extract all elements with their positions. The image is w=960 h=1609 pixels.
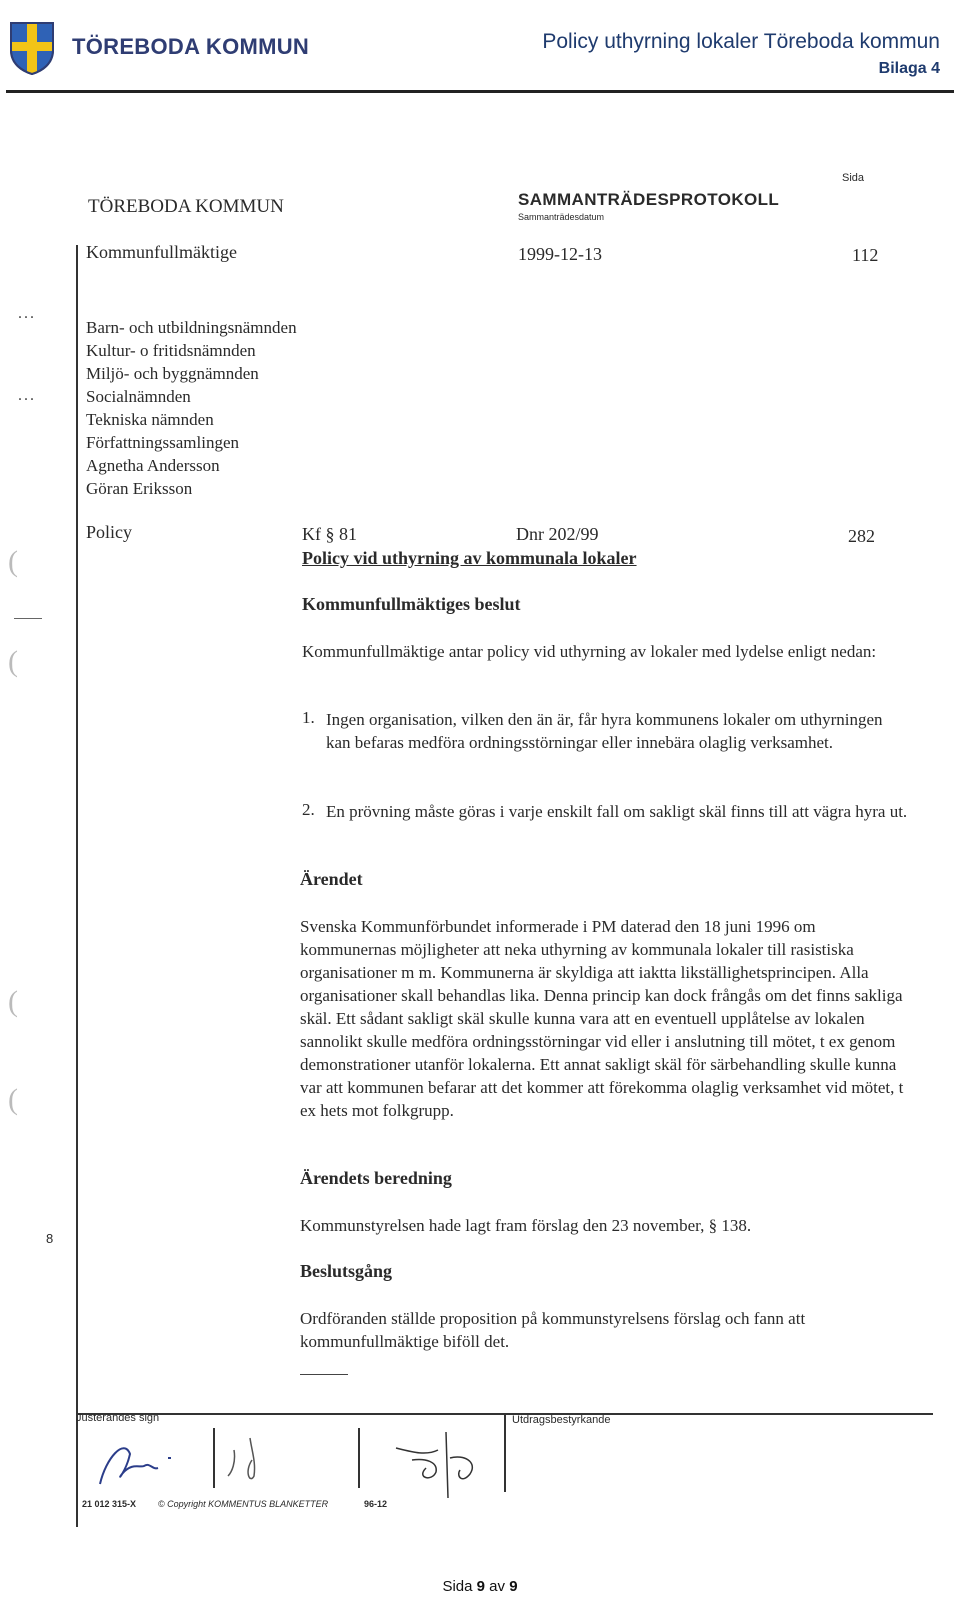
- coat-of-arms-logo: [8, 20, 56, 76]
- distribution-item: Miljö- och byggnämnden: [86, 364, 259, 383]
- distribution-item: Tekniska nämnden: [86, 410, 214, 429]
- distribution-item: Agnetha Andersson: [86, 456, 220, 475]
- protocol-page-number: 112: [852, 245, 879, 265]
- page-number-current: 9: [476, 1578, 485, 1595]
- meeting-date: 1999-12-13: [518, 244, 602, 264]
- distribution-list: [86, 316, 297, 500]
- margin-dots: ...: [18, 387, 36, 404]
- margin-number: 8: [46, 1231, 54, 1246]
- page-number-of: av: [489, 1578, 506, 1595]
- form-code: 21 012 315-X: [82, 1499, 137, 1509]
- point-text: Ingen organisation, vilken den än är, får hyra kommunens lokaler om uthyrningen kan befaras medföra ordningsstörningar eller innebära olaglig verksamhet.: [326, 710, 883, 752]
- document-title: Policy uthyrning lokaler Töreboda kommun: [542, 30, 940, 53]
- policy-title: Policy vid uthyrning av kommunala lokaler: [302, 548, 637, 568]
- header-divider: [6, 90, 954, 93]
- form-copyright: © Copyright KOMMENTUS BLANKETTER: [158, 1499, 329, 1509]
- sida-label: Sida: [842, 172, 865, 184]
- punch-hole-mark: (: [8, 545, 18, 578]
- page-number-total: 9: [509, 1578, 518, 1595]
- paragraph-reference: Kf § 81: [302, 524, 357, 544]
- punch-hole-mark: (: [8, 1083, 18, 1116]
- reference-number: 282: [848, 526, 875, 546]
- margin-tick: [14, 618, 42, 619]
- meeting-body: Kommunfullmäktige: [86, 242, 237, 262]
- distribution-item: Barn- och utbildningsnämnden: [86, 318, 297, 337]
- arendet-text: Svenska Kommunförbundet informerade i PM daterad den 18 juni 1996 om kommunernas möjligheter att neka uthyrning av kommunala lokaler till rasistiska organisationer m m. Kommunerna är skyldiga att iaktta likställighetsprincipen. Alla organisationer skall behandlas lika. Denna princip kan dock frångås om det finns sakliga skäl. Ett sådant sakligt skäl skulle kunna vara att en eventuell upplåtelse av lokalen sannolikt skulle medföra ordningsstörningar vid eller i anslutning till mötet, t ex genom demonstrationer utanför lokalerna. Ett annat sakligt skäl för särbehandling skulle kunna var att kommunen befarar att det kommer att förekomma olaglig verksamhet vid mötet, t ex hets mot folkgrupp.: [300, 917, 904, 1120]
- page-number: [0, 1578, 960, 1595]
- distribution-item: Kultur- o fritidsnämnden: [86, 341, 256, 360]
- protocol-subheading: Sammanträdesdatum: [518, 212, 605, 222]
- point-number: 1.: [302, 708, 315, 727]
- margin-dots: ...: [18, 305, 36, 322]
- distribution-item: Socialnämnden: [86, 387, 191, 406]
- signature-initials-drawing: [86, 1428, 506, 1510]
- form-version: 96-12: [364, 1499, 388, 1509]
- attachment-label: Bilaga 4: [878, 60, 940, 77]
- decision-intro: Kommunfullmäktige antar policy vid uthyrning av lokaler med lydelse enligt nedan:: [302, 642, 877, 661]
- end-rule: [300, 1374, 348, 1375]
- protocol-heading: SAMMANTRÄDESPROTOKOLL: [518, 190, 780, 209]
- left-margin-rule: [76, 245, 78, 1527]
- beslutsgang-heading: Beslutsgång: [300, 1261, 393, 1281]
- punch-hole-mark: (: [8, 985, 18, 1018]
- beredning-text: Kommunstyrelsen hade lagt fram förslag den 23 november, § 138.: [300, 1216, 752, 1235]
- arendet-heading: Ärendet: [300, 869, 363, 889]
- decision-heading: Kommunfullmäktiges beslut: [302, 594, 521, 614]
- page-number-prefix: Sida: [442, 1578, 473, 1595]
- policy-label: Policy: [86, 522, 133, 542]
- beslutsgang-text: Ordföranden ställde proposition på kommunstyrelsens förslag och fann att kommunfullmäktige biföll det.: [300, 1309, 806, 1351]
- utdrag-label: Utdragsbestyrkande: [512, 1414, 611, 1426]
- justerandes-label: Justerandes sign: [76, 1412, 160, 1424]
- diary-number: Dnr 202/99: [516, 524, 599, 544]
- point-text: En prövning måste göras i varje enskilt fall om sakligt skäl finns till att vägra hyra ut.: [326, 802, 908, 821]
- logo-wordmark: TÖREBODA KOMMUN: [72, 34, 310, 59]
- punch-hole-mark: (: [8, 645, 18, 678]
- point-number: 2.: [302, 800, 315, 819]
- distribution-item: Författningssamlingen: [86, 433, 239, 452]
- protocol-org: TÖREBODA KOMMUN: [88, 196, 284, 217]
- beredning-heading: Ärendets beredning: [300, 1168, 452, 1188]
- distribution-item: Göran Eriksson: [86, 479, 193, 498]
